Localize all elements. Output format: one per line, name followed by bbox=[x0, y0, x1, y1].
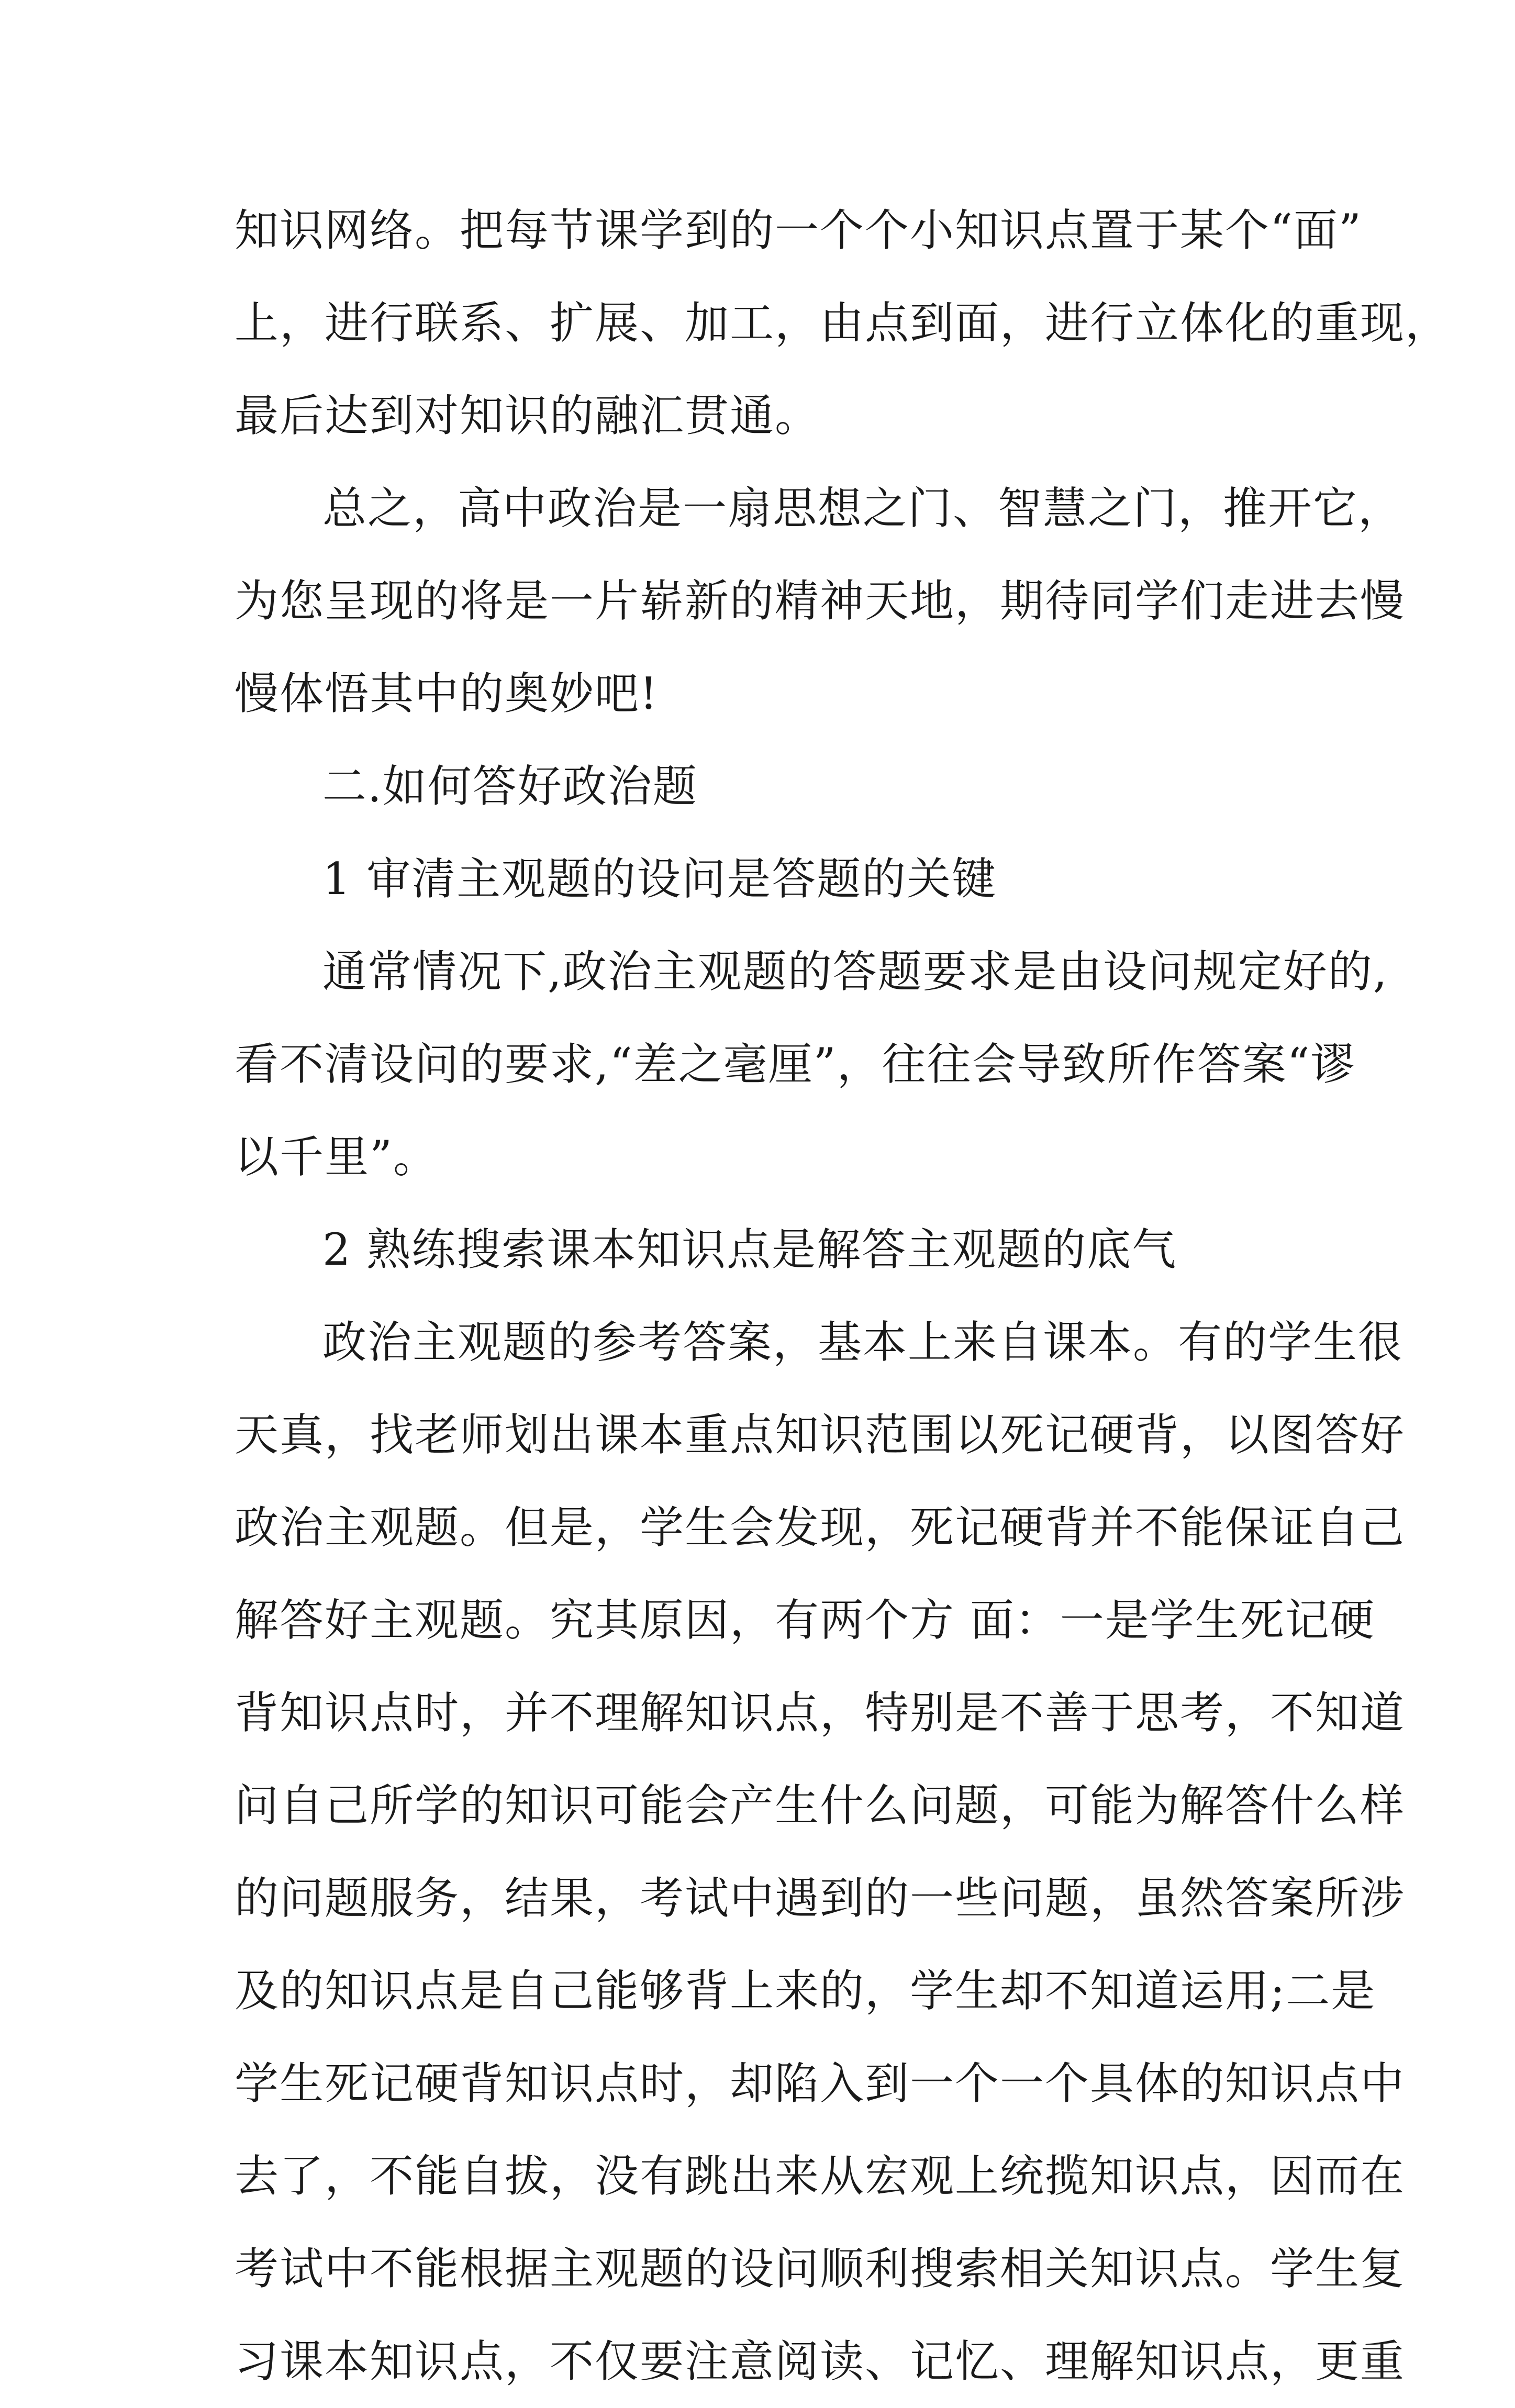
paragraph-textbook-knowledge bbox=[235, 1296, 1406, 2408]
text-line: 以千里”。 bbox=[235, 1131, 438, 1183]
paragraph-question-requirements bbox=[235, 926, 1388, 1203]
text-line: 考试中不能根据主观题的设问顺利搜索相关知识点。学生复 bbox=[235, 2243, 1406, 2294]
subheading-2 bbox=[235, 1203, 1292, 1296]
text-line: 上，进行联系、扩展、加工，由点到面，进行立体化的重现， bbox=[235, 297, 1451, 349]
text-line: 天真，找老师划出课本重点知识范围以死记硬背，以图答好 bbox=[235, 1409, 1406, 1461]
text-line: 为您呈现的将是一片崭新的精神天地，期待同学们走进去慢 bbox=[235, 575, 1406, 627]
text-line: 慢体悟其中的奥妙吧! bbox=[235, 668, 659, 719]
text-line: 解答好主观题。究其原因，有两个方 面：一是学生死记硬 bbox=[235, 1595, 1375, 1646]
text-line: 习课本知识点，不仅要注意阅读、记忆、理解知识点，更重 bbox=[235, 2336, 1406, 2387]
text-line: 通常情况下,政治主观题的答题要求是由设问规定好的, bbox=[322, 946, 1388, 997]
text-line: 学生死记硬背知识点时，却陷入到一个一个具体的知识点中 bbox=[235, 2058, 1406, 2109]
section-heading bbox=[235, 740, 1292, 833]
text-line: 1 审清主观题的设问是答题的关键 bbox=[322, 853, 997, 905]
paragraph-knowledge-network bbox=[235, 184, 1451, 462]
text-line: 二.如何答好政治题 bbox=[322, 761, 698, 812]
text-line: 看不清设问的要求,“差之毫厘”，往往会导致所作答案“谬 bbox=[235, 1039, 1356, 1090]
body-text bbox=[235, 184, 1451, 2408]
text-line: 知识网络。把每节课学到的一个个小知识点置于某个“面” bbox=[235, 205, 1362, 256]
subheading-1 bbox=[235, 833, 1292, 926]
text-line: 去了，不能自拔，没有跳出来从宏观上统揽知识点，因而在 bbox=[235, 2150, 1406, 2202]
paragraph-summary bbox=[235, 462, 1406, 740]
text-line: 的问题服务，结果，考试中遇到的一些问题，虽然答案所涉 bbox=[235, 1872, 1406, 1924]
text-line: 2 熟练搜索课本知识点是解答主观题的底气 bbox=[322, 1224, 1177, 1275]
text-line: 总之，高中政治是一扇思想之门、智慧之门，推开它， bbox=[322, 483, 1403, 534]
text-line: 最后达到对知识的融汇贯通。 bbox=[235, 390, 820, 441]
text-line: 政治主观题的参考答案，基本上来自课本。有的学生很 bbox=[322, 1317, 1403, 1368]
text-line: 政治主观题。但是，学生会发现，死记硬背并不能保证自己 bbox=[235, 1502, 1406, 1553]
text-line: 及的知识点是自己能够背上来的，学生却不知道运用;二是 bbox=[235, 1965, 1376, 2016]
text-line: 背知识点时，并不理解知识点，特别是不善于思考，不知道 bbox=[235, 1687, 1406, 1738]
text-line: 问自己所学的知识可能会产生什么问题，可能为解答什么样 bbox=[235, 1780, 1406, 1831]
